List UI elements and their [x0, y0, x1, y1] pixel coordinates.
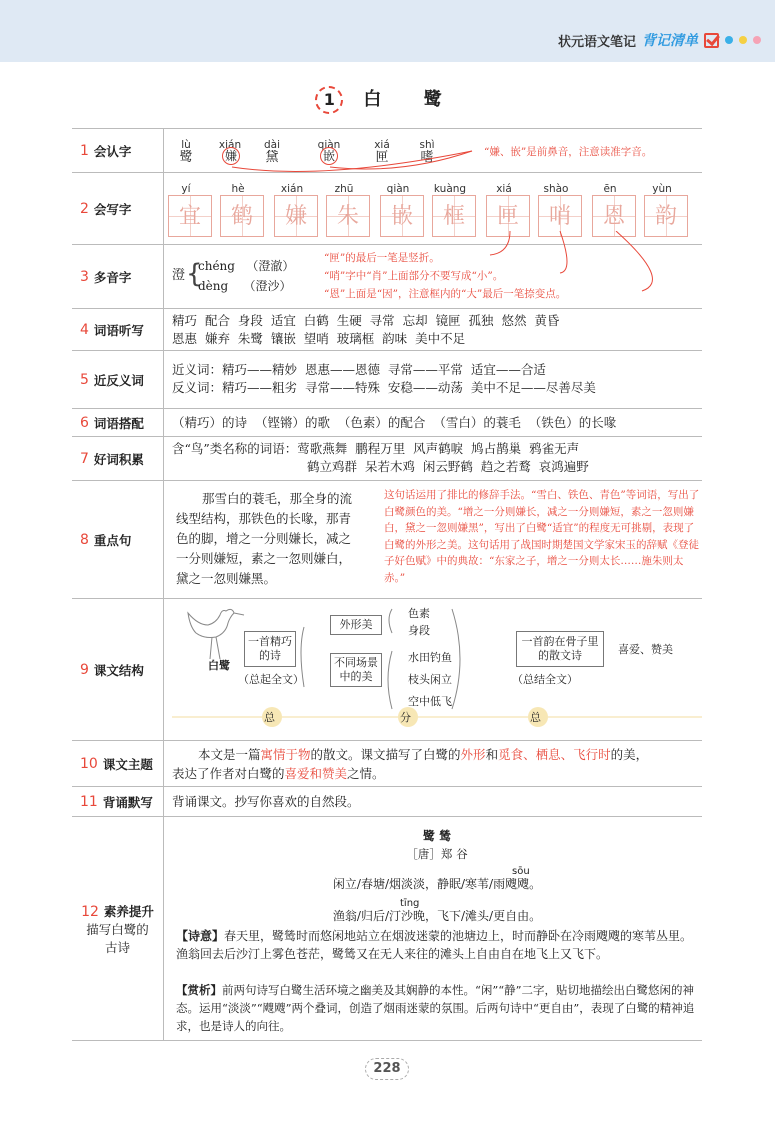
recognize-content [172, 129, 702, 172]
text-line: 鹤立鸡群 呆若木鸡 闲云野鹤 趋之若鹜 哀鸿遍野 [307, 459, 589, 474]
arrow-lines [172, 129, 702, 173]
collocation-content [172, 409, 702, 436]
pinyin: qiàn [386, 183, 410, 195]
key-sentence-content [172, 481, 702, 598]
brand-name: 状元语文笔记 [557, 34, 636, 50]
structure-box: 一首韵在骨子里的散文诗 [516, 631, 604, 667]
row-key-sentence [72, 480, 702, 598]
brand [558, 30, 761, 50]
pinyin: xiá [496, 183, 512, 195]
pinyin: dèng [198, 279, 229, 293]
char-grid: 嫌 [274, 195, 318, 237]
structure-box: 不同场景中的美 [330, 653, 382, 687]
list-scenes: 水田钓鱼 枝头闲立 空中低飞 [408, 651, 452, 708]
text-line: 反义词：精巧——粗劣 寻常——特殊 安稳——动荡 美中不足——尽善尽美 [172, 380, 596, 395]
poem-title: 鹭 鸶 [422, 829, 452, 843]
note: “嫌、嵌”是前鼻音，注意读准字音。 [484, 146, 653, 158]
dot-icon [753, 36, 761, 44]
synonym-content [172, 351, 702, 408]
pinyin: xiá [374, 139, 390, 151]
pinyin: hè [231, 183, 245, 195]
row-label: 12 素养提升 描写白鹭的 古诗 [72, 817, 164, 1040]
note: 这句话运用了排比的修辞手法。“雪白、铁色、青色”等词语，写出了白鹭颜色的美。“增之一分则嫌长，减之一分则嫌短，素之一忽则嫌白，黛之一忽则嫌黑”，写出了白鹭“适宜”的程度无可挑剔，表现了白鹭的外形之美。这句话用了战国时期楚国文学家宋玉的辞赋《登徒子好色赋》中的典故：“东家之子，增之一分则太长……施朱则太赤。” [384, 489, 700, 584]
polyphone-content [172, 245, 702, 308]
list-appearance: 色素 身段 [408, 607, 430, 637]
row-label: 5 近反义词 [72, 351, 164, 408]
text-line: 精巧 配合 身段 适宜 白鹤 生硬 寻常 忘却 镜匣 孤独 悠然 黄昏 [172, 313, 560, 328]
pinyin: lù [181, 139, 191, 151]
structure-box: 一首精巧的诗 [244, 631, 296, 667]
structure-end: 喜爱、赞美 [618, 643, 673, 656]
structure-sub: （总起全文） [238, 673, 304, 686]
poly-char: 澄 [172, 268, 186, 283]
char: 鹭 [179, 150, 193, 165]
char-grid: 哨 [538, 195, 582, 237]
pinyin: tīng [400, 898, 420, 909]
row-label: 8 重点句 [72, 481, 164, 598]
char-grid: 框 [432, 195, 476, 237]
char-grid: 鹤 [220, 195, 264, 237]
row-dictation [72, 308, 702, 350]
foot-label: 总 [264, 711, 275, 724]
char-grid: 匣 [486, 195, 530, 237]
row-recite [72, 786, 702, 816]
pinyin: ēn [603, 183, 617, 195]
theme-content: 本文是一篇寓情于物的散文。课文描写了白鹭的外形和觅食、栖息、飞行时的美， 表达了作者对白鹭的喜爱和赞美之情。 [172, 747, 649, 781]
structure-content [172, 599, 702, 740]
row-structure [72, 598, 702, 740]
row-label: 9 课文结构 [72, 599, 164, 740]
dot-icon [739, 36, 747, 44]
structure-box: 外形美 [330, 615, 382, 635]
bird-label: 白鹭 [208, 659, 230, 672]
pinyin: dài [263, 139, 281, 151]
char-circled: 嫌 [222, 147, 240, 165]
row-label: 4 词语听写 [72, 309, 164, 350]
char-grid: 宜 [168, 195, 212, 237]
word: （澄澈） [246, 259, 295, 273]
char: 嗜 [420, 150, 434, 165]
text-line: 含“鸟”类名称的词语：莺歌燕舞 鹏程万里 风声鹤唳 鸠占鹊巢 鸦雀无声 [172, 441, 580, 456]
text-line: （精巧）的诗 （铿锵）的歌 （色素）的配合 （雪白）的蓑毛 （铁色）的长喙 [172, 415, 617, 430]
char-grid: 韵 [644, 195, 688, 237]
char: 匣 [375, 150, 389, 165]
note: “哨”字中“肖”上面部分不要写成“小”。 [324, 270, 504, 282]
table-bottom [72, 1040, 702, 1041]
row-label: 7 好词积累 [72, 437, 164, 480]
recite-content [172, 787, 702, 816]
checkmark-icon [704, 33, 719, 48]
brace-icon: { [186, 259, 203, 289]
pinyin: zhū [334, 183, 354, 195]
row-theme [72, 740, 702, 786]
note: “匣”的最后一笔是竖折。 [324, 252, 440, 264]
char-circled: 嵌 [320, 147, 338, 165]
page-number: 228 [365, 1058, 409, 1080]
poem-line: 渔翁/归后/汀沙晚，飞下/滩头/更自由。 [332, 909, 542, 923]
lesson-title [0, 85, 775, 114]
pinyin: yí [181, 183, 191, 195]
foot-label: 分 [400, 711, 411, 724]
poem-content [172, 817, 702, 1040]
pinyin: xián [218, 139, 242, 151]
lesson-name: 白 鹭 [363, 89, 460, 110]
poem-line: 闲立/春塘/烟淡淡，静眠/寒苇/雨飕飕。 [332, 877, 542, 891]
structure-lines [172, 599, 702, 741]
text-line: 近义词：精巧——精妙 恩惠——恩德 寻常——平常 适宜——合适 [172, 362, 546, 377]
pinyin: xián [280, 183, 304, 195]
pinyin: sōu [512, 866, 530, 877]
row-good-words [72, 436, 702, 480]
row-literacy [72, 816, 702, 1040]
brand-sub: 背记清单 [642, 33, 698, 49]
char-grid: 恩 [592, 195, 636, 237]
row-recognize [72, 128, 702, 172]
word: （澄沙） [243, 279, 292, 293]
row-collocation [72, 408, 702, 436]
char: 黛 [265, 150, 279, 165]
dot-icon [725, 36, 733, 44]
row-polyphone [72, 244, 702, 308]
char-grid: 嵌 [380, 195, 424, 237]
row-label: 3 多音字 [72, 245, 164, 308]
poem-author: ［唐］郑 谷 [406, 847, 468, 861]
text-line: 背诵课文。抄写你喜欢的自然段。 [172, 794, 360, 809]
row-label: 11 背诵默写 [72, 787, 164, 816]
pinyin: qiàn [317, 139, 341, 151]
pinyin: shì [419, 139, 435, 151]
row-synonym [72, 350, 702, 408]
poem-meaning: 【诗意】春天里，鹭鸶时而悠闲地站立在烟波迷蒙的池塘边上，时而静卧在冷雨飕飕的寒苇丛里。渔翁回去后沙汀上雾色苍茫，鹭鸶又在无人来往的滩头上自由自在地飞上又飞下。 [176, 929, 693, 961]
key-sentence: 那雪白的蓑毛，那全身的流线型结构，那铁色的长喙，那青色的脚，增之一分则嫌长，减之一分则嫌短，素之一忽则嫌白，黛之一忽则嫌黑。 [176, 491, 353, 586]
char-grid: 朱 [326, 195, 370, 237]
pinyin: yùn [652, 183, 672, 195]
row-label: 6 词语搭配 [72, 409, 164, 436]
lesson-number: 1 [315, 86, 343, 114]
pinyin: chéng [198, 259, 235, 273]
text-line: 恩惠 嫌弃 朱鹭 镶嵌 望哨 玻璃框 韵味 美中不足 [172, 331, 466, 346]
row-label: 1 会认字 [72, 129, 164, 172]
pinyin: kuàng [433, 183, 467, 195]
pinyin: shào [543, 183, 569, 195]
poem-appreciation: 【赏析】前两句诗写白鹭生活环境之幽美及其娴静的本性。“闲”“静”二字，贴切地描绘出白鹭悠闲的神态。运用“淡淡”“飕飕”两个叠词，创造了烟雨迷蒙的氛围。后两句诗中“更自由”，表现了白鹭的精神追求，也是诗人的向往。 [176, 983, 695, 1033]
arrow-lines [172, 231, 702, 309]
good-words-content [172, 437, 702, 480]
row-label: 2 会写字 [72, 173, 164, 244]
row-label: 10 课文主题 [72, 741, 164, 786]
foot-label: 总 [530, 711, 541, 724]
structure-sub: （总结全文） [512, 673, 578, 686]
dictation-content [172, 309, 702, 350]
top-banner [0, 0, 775, 62]
note: “恩”上面是“因”，注意框内的“大”最后一笔捺变点。 [324, 288, 567, 300]
